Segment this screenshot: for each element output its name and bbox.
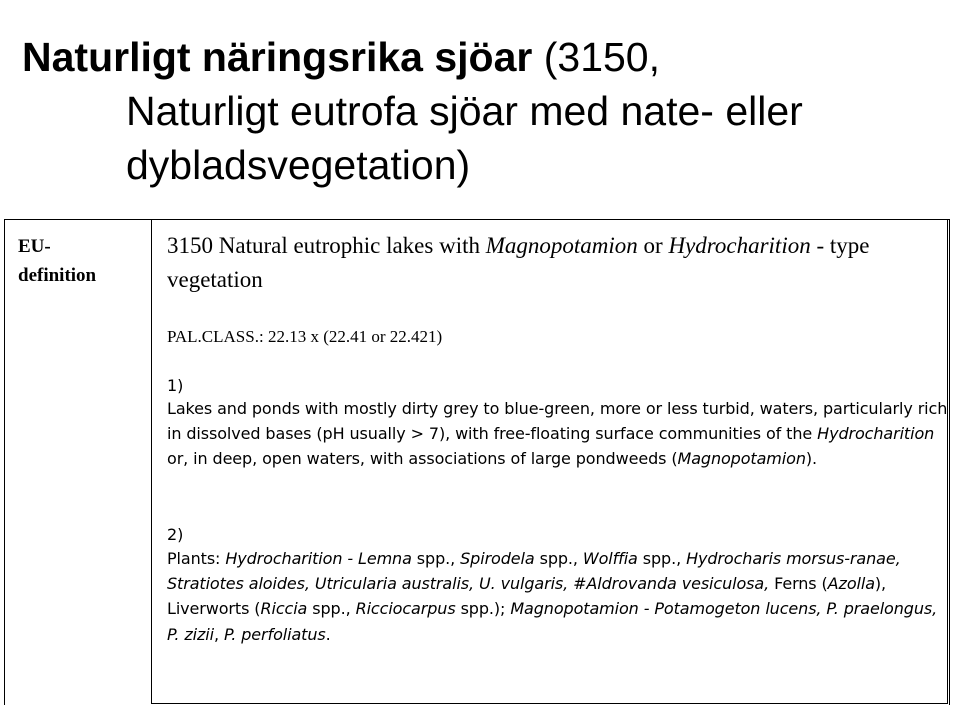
page-title	[22, 30, 942, 192]
table-left-border	[4, 219, 5, 705]
section-1-text: Lakes and ponds with mostly dirty grey to blue-green, more or less turbid, waters, particularly rich in dissolved bases (pH usually > 7), with free-floating surface communities of the Hydrocharition or, in deep, open waters, with associations of large pondweeds (Magnopotamion).	[167, 399, 948, 469]
title-line2: Naturligt eutrofa sjöar med nate- eller	[126, 88, 803, 134]
pal-class: PAL.CLASS.: 22.13 x (22.41 or 22.421)	[167, 327, 443, 346]
title-code: (3150,	[532, 34, 661, 80]
eu-definition-heading: 3150 Natural eutrophic lakes with Magnopotamion or Hydrocharition - type vegetation	[167, 233, 870, 292]
section-2-number: 2)	[167, 525, 184, 544]
section-1-number: 1)	[167, 376, 184, 395]
section-2-text: Plants: Hydrocharition - Lemna spp., Spirodela spp., Wolffia spp., Hydrocharis morsus-ranae, Stratiotes aloides, Utricularia australis, U. vulgaris, #Aldrovanda vesiculosa, Ferns (Azolla), Liverworts (Riccia spp., Ricciocarpus spp.); Magnopotamion - Potamogeton lucens, P. praelongus, P. zizii, P. perfoliatus.	[167, 549, 938, 644]
eu-definition-label: EU- definition	[18, 236, 97, 286]
title-line3: dybladsvegetation)	[126, 142, 471, 188]
title-bold: Naturligt näringsrika sjöar	[22, 34, 533, 80]
